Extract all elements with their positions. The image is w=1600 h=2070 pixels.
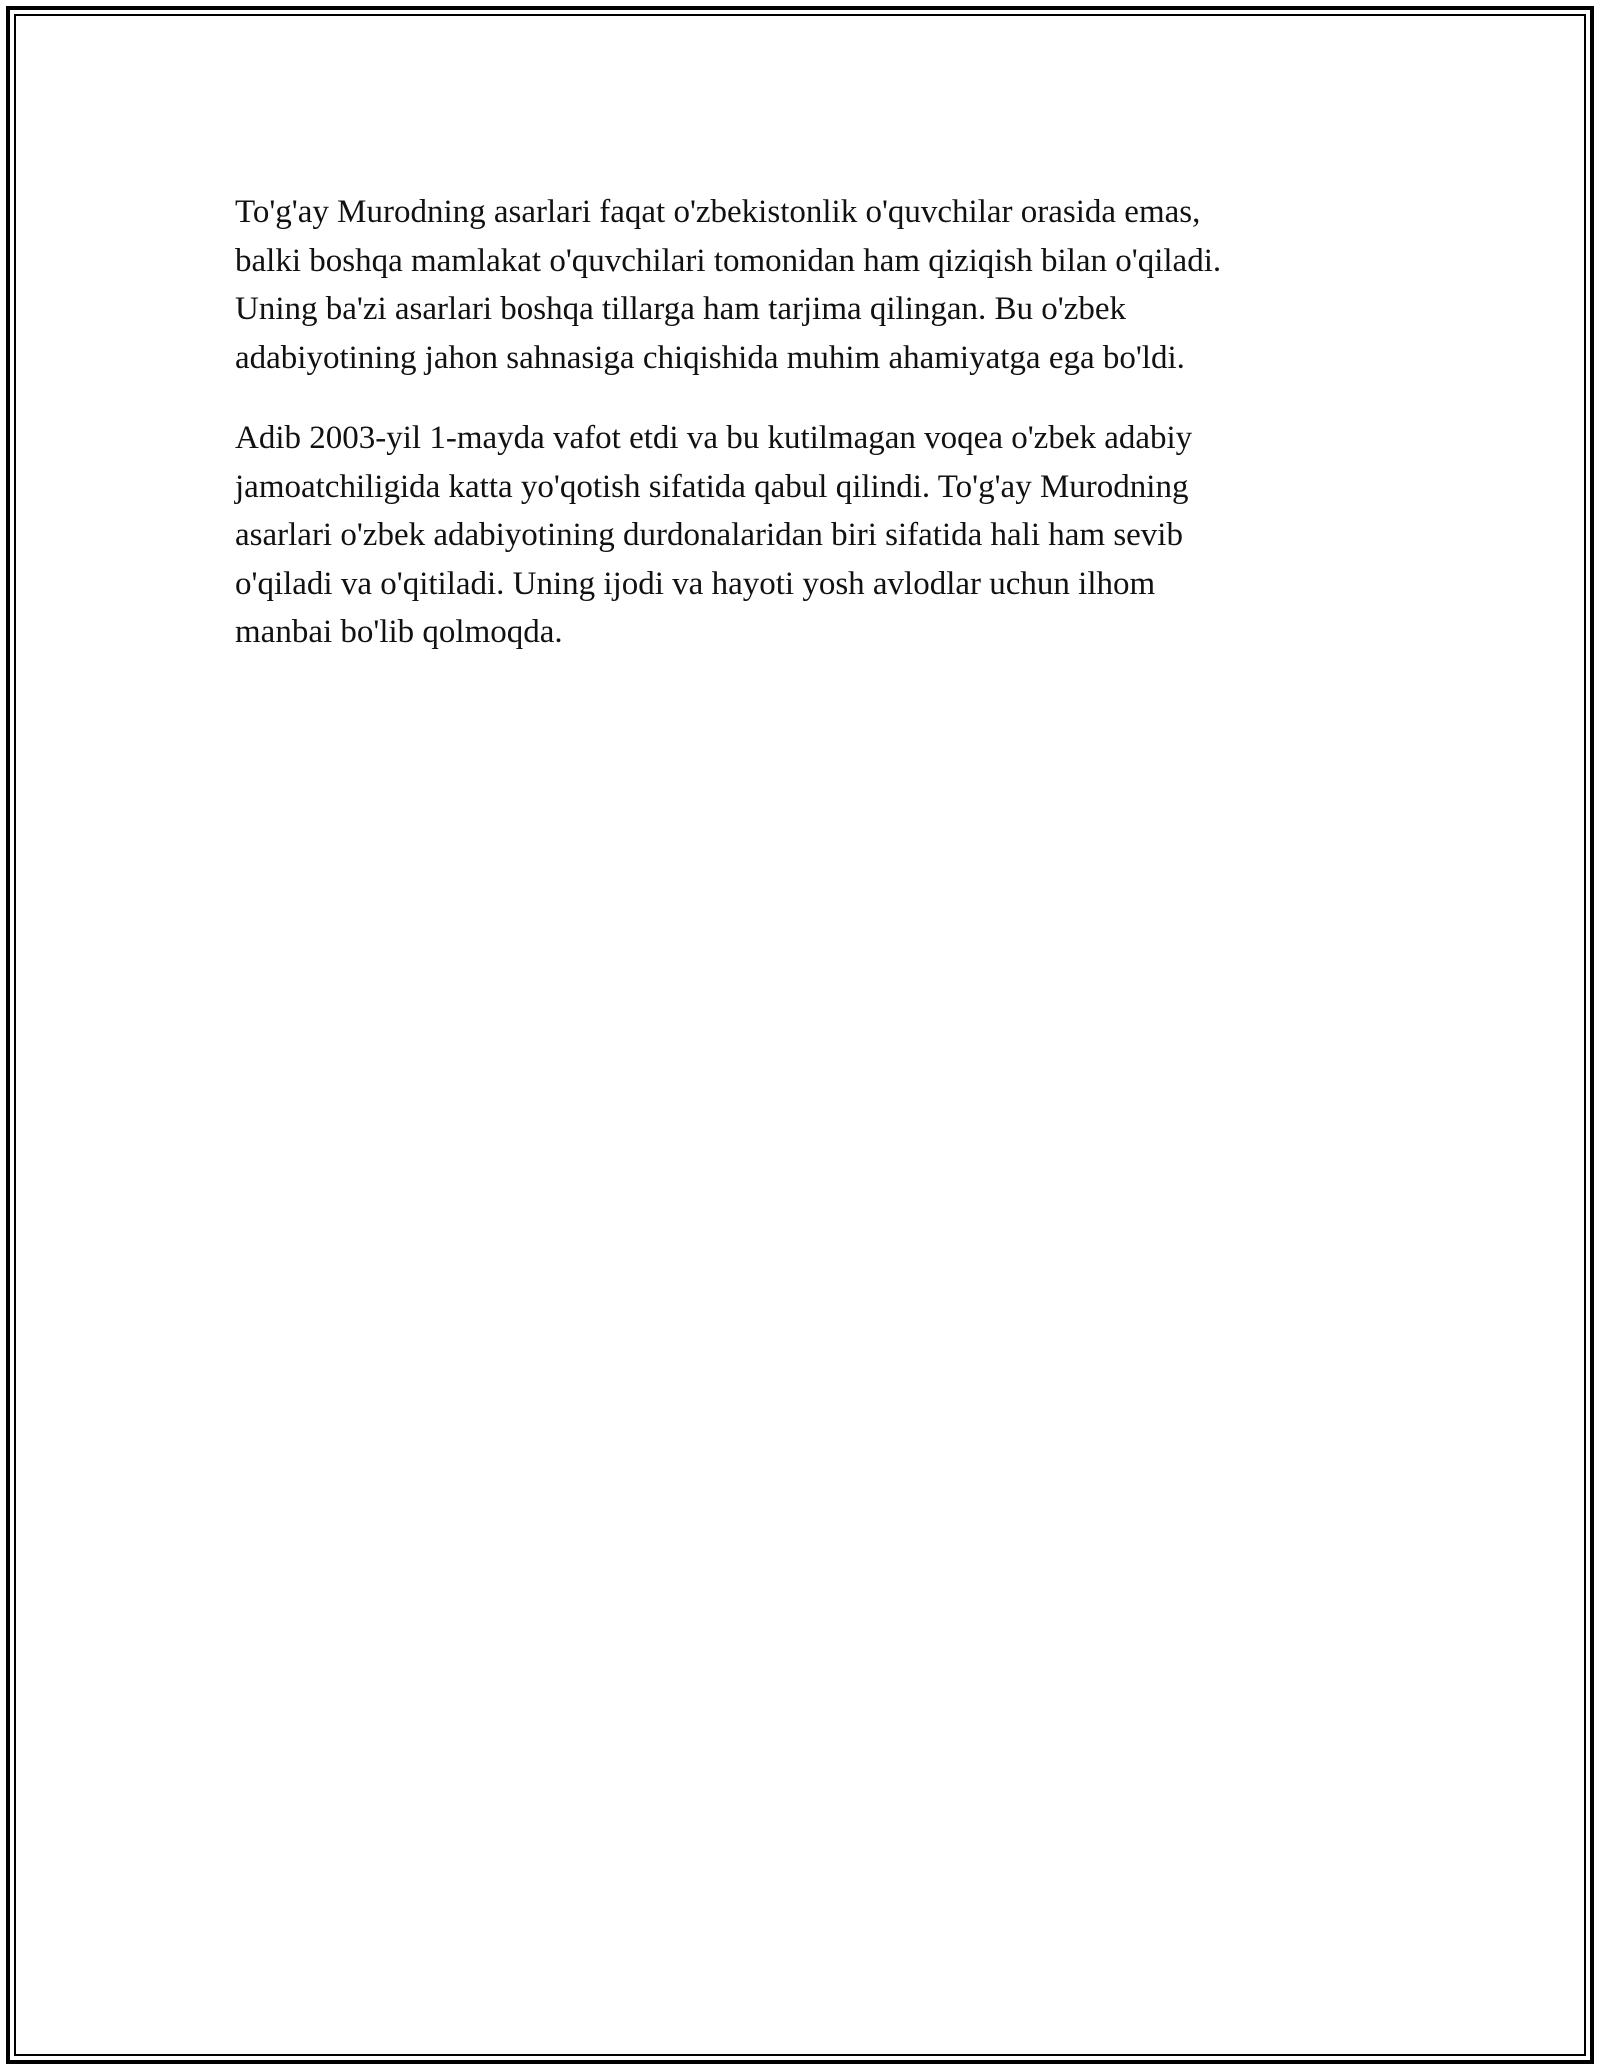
paragraph-line: manbai bo'lib qolmoqda. — [235, 614, 563, 650]
paragraph-line: balki boshqa mamlakat o'quvchilari tomonidan ham qiziqish bilan o'qiladi. — [235, 242, 1222, 279]
document-body — [235, 188, 1375, 689]
paragraph-line: adabiyotining jahon sahnasiga chiqishida muhim ahamiyatga ega bo'ldi. — [235, 339, 1185, 376]
paragraph-line: To'g'ay Murodning asarlari faqat o'zbekistonlik o'quvchilar orasida emas, — [235, 194, 1201, 230]
paragraph-line: Adib 2003-yil 1-mayda vafot etdi va bu kutilmagan voqea o'zbek adabiy — [235, 420, 1193, 456]
paragraph-2 — [235, 414, 1375, 657]
paragraph-1 — [235, 188, 1375, 382]
paragraph-line: Uning ba'zi asarlari boshqa tillarga ham tarjima qilingan. Bu o'zbek — [235, 291, 1127, 327]
paragraph-line: jamoatchiligida katta yo'qotish sifatida qabul qilindi. To'g'ay Murodning — [235, 468, 1189, 505]
paragraph-line: asarlari o'zbek adabiyotining durdonalaridan biri sifatida hali ham sevib — [235, 517, 1183, 553]
paragraph-line: o'qiladi va o'qitiladi. Uning ijodi va hayoti yosh avlodlar uchun ilhom — [235, 565, 1156, 602]
